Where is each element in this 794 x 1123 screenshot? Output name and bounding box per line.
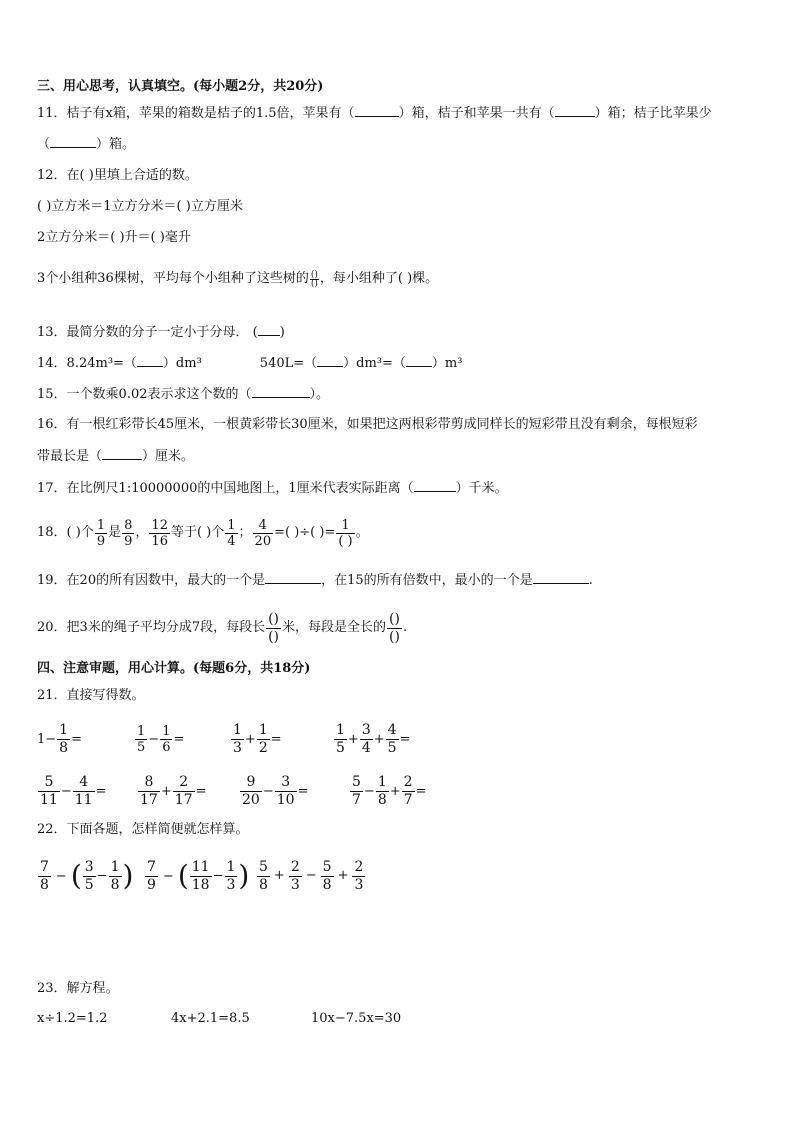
q22-e1-f2-den: 5 [84,876,94,893]
q21-e7-frac-1 [240,774,262,809]
q21-e8-frac-3 [402,774,415,809]
q21-e4-frac-1 [334,722,347,757]
q21-e8-f3-num: 2 [403,774,413,790]
q21-e8-f2-den: 8 [377,792,387,808]
q22-e3-f1-den: 8 [259,876,268,893]
q17-b: ）千米。 [455,481,508,496]
question-12-line1: ( )立方米＝1立方分米＝( )立方厘米 [37,199,243,214]
question-16-line2 [37,447,194,466]
q21-e4-frac-2 [360,722,373,757]
q18-f6-den: ( ) [338,533,353,549]
q21-e8-frac-2 [376,774,389,809]
q22-e1-f2-num: 3 [84,858,94,875]
q18-e: ； [238,525,252,540]
q20-f1-num: () [268,610,280,627]
q14-blank-2[interactable] [317,354,343,367]
q21-e4-f3-den: 5 [387,740,397,756]
q18-f5-num: 4 [253,518,274,534]
q21-e4-f2-den: 4 [361,740,371,756]
q12-frac-den: () [310,278,318,289]
q22-e2-frac-2 [190,859,212,894]
q22-expr-3 [256,856,366,897]
question-21-label: 21．直接写得数。 [37,688,145,703]
q21-e4-op-2: + [373,732,385,747]
q21-e6-op: + [160,784,172,799]
q21-e3-frac-1 [231,722,244,757]
q21-e8-frac-1 [350,774,363,809]
q11-text-a: 11．桔子有x箱，苹果的箱数是桔子的1.5倍，苹果有（ [37,106,355,121]
q21-e5-frac-1 [38,774,60,809]
q18-frac-2 [122,518,134,549]
q22-e1-frac-2 [83,859,96,894]
question-16-line1: 16．有一根红彩带长45厘米，一根黄彩带长30厘米，如果把这两根彩带剪成同样长的短彩带且没有剩余，每根短彩 [37,417,698,432]
q12-frac-num: () [310,269,318,280]
q21-e4-post: = [399,732,411,747]
q22-e2-f2-num: 11 [191,858,210,875]
q16-b: 带最长是（ [37,449,103,464]
q11-text-b: ）箱，桔子和苹果一共有（ [398,106,555,121]
q22-e3-f1-num: 5 [259,858,268,875]
q21-e7-f2-den: 10 [276,792,295,808]
q14-d: ）dm³=（ [343,356,406,371]
question-12-line2: 2立方分米＝( )升＝( )毫升 [37,230,191,245]
q21-e8-f1-num: 5 [352,774,361,790]
q21-e7-frac-2 [275,774,297,809]
q18-f4-den: 4 [227,533,236,549]
q12-text-b: ，每小组种了( )棵。 [319,271,439,286]
q21-e5-f1-den: 11 [40,792,58,808]
q11-text-d: （ [37,137,51,152]
q21-e6-post: = [195,784,207,799]
q14-b: ）dm³ [162,356,202,371]
q21-e5-f2-num: 4 [73,774,95,792]
q21-expr-7 [239,774,308,809]
q22-e2-op: − [162,868,174,884]
q22-e3-frac-1 [257,859,270,894]
q23-equation-2: 4x+2.1=8.5 [171,1011,250,1026]
q21-e6-frac-1 [138,774,160,809]
q15-a: 15．一个数乘0.02表示求这个数的（ [37,387,252,402]
q22-e3-op-3: + [337,868,349,883]
q15-b: ）。 [309,387,330,402]
q11-blank-2[interactable] [555,104,595,117]
q21-e5-op: − [60,784,72,799]
q22-e1-f3-den: 8 [110,876,120,893]
q21-e6-f1-num: 8 [138,774,160,792]
q18-frac-5 [253,518,274,549]
q21-e7-post: = [297,784,309,799]
q22-e2-lparen: ( [177,859,189,892]
q21-expr-5 [37,774,106,809]
q21-e8-post: = [415,784,427,799]
q19-blank-1[interactable] [265,571,321,584]
q11-blank-3[interactable] [50,135,96,148]
q21-e7-op: − [262,784,274,799]
q13-blank[interactable] [258,323,280,336]
q18-f3-num: 12 [151,517,168,533]
q20-frac-1 [266,611,281,646]
question-22-label: 22．下面各题，怎样简便就怎样算。 [37,822,249,837]
question-17 [37,479,508,498]
q21-e4-frac-3 [386,722,399,757]
q22-e3-f2-num: 2 [290,858,300,875]
q17-blank[interactable] [414,479,456,492]
q18-f1-num: 1 [96,517,106,533]
q13-text: 13．最简分数的分子一定小于分母． ( [37,325,258,340]
q14-blank-1[interactable] [137,354,163,367]
q22-e3-op-2: − [305,868,317,883]
q21-e4-f1-num: 1 [336,722,345,738]
q22-e2-f3-den: 3 [226,876,236,893]
q21-e3-f1-den: 3 [233,740,242,756]
q14-e: ）m³ [431,356,463,371]
q21-e7-f1-num: 9 [240,774,262,792]
q19-a: 19．在20的所有因数中，最大的一个是 [37,573,266,588]
question-13 [37,323,285,342]
q19-blank-2[interactable] [533,571,589,584]
q22-e3-frac-3 [321,859,334,894]
q20-f1-den: () [268,628,280,645]
question-15 [37,385,329,404]
q21-e2-frac-1 [135,724,147,755]
q21-e7-f2-num: 3 [275,774,297,792]
q18-f2-num: 8 [124,517,133,533]
q22-e1-frac-3 [109,859,122,894]
q22-e1-rparen: ) [122,859,134,892]
question-12-line3 [37,270,438,289]
q21-e8-op-1: − [363,784,375,799]
q19-b: ，在15的所有倍数中，最小的一个是 [321,573,533,588]
q22-expr-2 [144,856,249,896]
q23-equation-3: 10x−7.5x=30 [311,1011,402,1026]
q18-frac-6 [336,518,354,549]
q16-blank[interactable] [102,447,142,460]
q21-e3-op: + [244,732,256,747]
q22-e2-f3-num: 1 [226,858,236,875]
q11-text-e: ）箱。 [96,137,136,152]
q22-e3-f4-den: 3 [354,876,364,893]
q18-frac-3 [149,518,170,549]
q21-e1-pre: 1− [37,732,57,747]
q18-g: 。 [355,525,369,540]
q21-e1-den: 8 [59,740,69,756]
q18-f1-den: 9 [96,533,106,549]
q22-e2-f2-den: 18 [191,876,210,893]
q21-e2-post: = [173,732,185,747]
question-11-line1 [37,104,712,123]
q21-e6-f2-den: 17 [174,792,193,808]
q14-a: 14．8.24m³=（ [37,356,137,371]
q18-frac-4 [225,518,237,549]
q21-e8-f3-den: 7 [403,792,413,808]
q23-equation-1: x÷1.2=1.2 [37,1011,108,1026]
q21-e3-f1-num: 1 [233,722,242,738]
q14-blank-3[interactable] [406,354,432,367]
q20-f2-num: () [389,610,400,627]
q21-e4-f1-den: 5 [336,740,345,756]
q20-f2-den: () [389,628,400,645]
q13-end: ) [279,325,285,340]
q18-f6-num: 1 [336,518,354,534]
q21-e1-num: 1 [59,722,69,738]
q21-e6-f2-num: 2 [173,774,195,792]
question-20 [37,610,407,647]
q18-a: 18．( )个 [37,525,94,540]
q21-e5-f1-num: 5 [38,774,60,792]
q21-e2-f2-den: 6 [162,740,171,755]
q21-e2-f1-den: 5 [137,740,146,755]
q22-e1-lparen: ( [70,859,82,892]
q15-blank[interactable] [252,385,310,398]
q21-e4-op-1: + [347,732,359,747]
q22-e3-frac-4 [352,859,365,894]
q21-expr-4 [333,722,410,757]
q21-e7-f1-den: 20 [242,792,260,808]
q21-expr-3 [230,722,282,757]
q21-expr-1 [37,722,82,757]
q22-e2-frac-1 [145,859,158,894]
q21-e3-post: = [270,732,282,747]
q19-c: . [588,573,593,588]
question-19 [37,571,593,590]
q22-e3-f2-den: 3 [290,876,300,893]
q22-e1-frac-1 [38,859,51,894]
q22-e1-f3-num: 1 [110,858,120,875]
q22-e1-op: − [55,868,67,884]
q22-e2-rparen: ) [238,859,250,892]
q22-e2-f1-num: 7 [147,858,156,875]
q11-text-c: ）箱；桔子比苹果少 [594,106,712,121]
q22-e1-f1-den: 8 [40,876,49,893]
question-11-line2 [37,135,135,154]
section-4-title: 四、注意审题，用心计算。(每题6分，共18分) [37,661,311,676]
q21-e5-frac-2 [73,774,95,809]
q21-e3-f2-num: 1 [258,722,268,738]
q22-e2-frac-3 [225,859,238,894]
q22-e3-f3-den: 8 [322,876,332,893]
q21-e4-f2-num: 3 [361,722,371,738]
q18-d: 等于( )个 [170,525,225,540]
q18-frac-1 [95,518,107,549]
q21-expr-2 [134,724,184,755]
q21-e4-f3-num: 4 [387,722,397,738]
q21-e2-f1-num: 1 [137,724,146,739]
q21-e2-f2-num: 1 [162,724,171,739]
q21-e5-post: = [95,784,107,799]
q18-f: =( )÷( )= [274,525,336,540]
q18-f3-den: 16 [151,533,168,549]
q22-e2-f1-den: 9 [147,876,156,893]
q12-text-a: 3个小组种36棵树，平均每个小组种了这些树的 [37,271,309,286]
q12-fraction [310,271,319,288]
q22-e3-frac-2 [289,859,302,894]
question-23-label: 23．解方程。 [37,981,119,996]
q21-e8-f1-den: 7 [352,792,361,808]
q21-e3-f2-den: 2 [258,740,268,756]
q20-c: . [402,620,408,635]
q21-e6-frac-2 [173,774,195,809]
q21-expr-6 [137,774,206,809]
q22-e3-f4-num: 2 [354,858,364,875]
q21-e1-frac [57,722,70,757]
q18-f2-den: 9 [124,533,133,549]
q22-e1-f1-num: 7 [40,858,49,875]
q22-e2-inner-op: − [212,868,224,884]
section-3-title: 三、用心思考，认真填空。(每小题2分，共20分) [37,79,324,94]
q21-e2-frac-2 [160,724,172,755]
q18-b: 是 [108,525,122,540]
q16-c: ）厘米。 [142,449,195,464]
q11-blank-1[interactable] [355,104,399,117]
q18-f5-den: 20 [254,533,272,549]
q21-e5-f2-den: 11 [74,792,93,808]
question-14 [37,354,462,373]
q21-e2-op: − [148,732,160,747]
question-18 [37,514,369,553]
question-12-intro: 12．在( )里填上合适的数。 [37,168,198,183]
q21-e8-op-2: + [389,784,401,799]
q21-e1-post: = [71,732,82,747]
q18-c: ， [135,525,149,540]
q21-expr-8 [349,774,426,809]
q22-e1-inner-op: − [96,868,108,884]
q20-b: 米，每段是全长的 [282,620,387,635]
q14-c: 540L=（ [259,356,318,371]
q17-a: 17．在比例尺1:10000000的中国地图上，1厘米代表实际距离（ [37,481,414,496]
q20-a: 20．把3米的绳子平均分成7段，每段长 [37,620,266,635]
q20-frac-2 [387,611,402,646]
q21-e6-f1-den: 17 [140,792,158,808]
q21-e8-f2-num: 1 [377,774,387,790]
q22-e3-f3-num: 5 [322,858,332,875]
q22-expr-1 [37,856,133,896]
q22-e3-op-1: + [273,868,285,883]
q21-e3-frac-2 [257,722,270,757]
q18-f4-num: 1 [227,517,236,533]
